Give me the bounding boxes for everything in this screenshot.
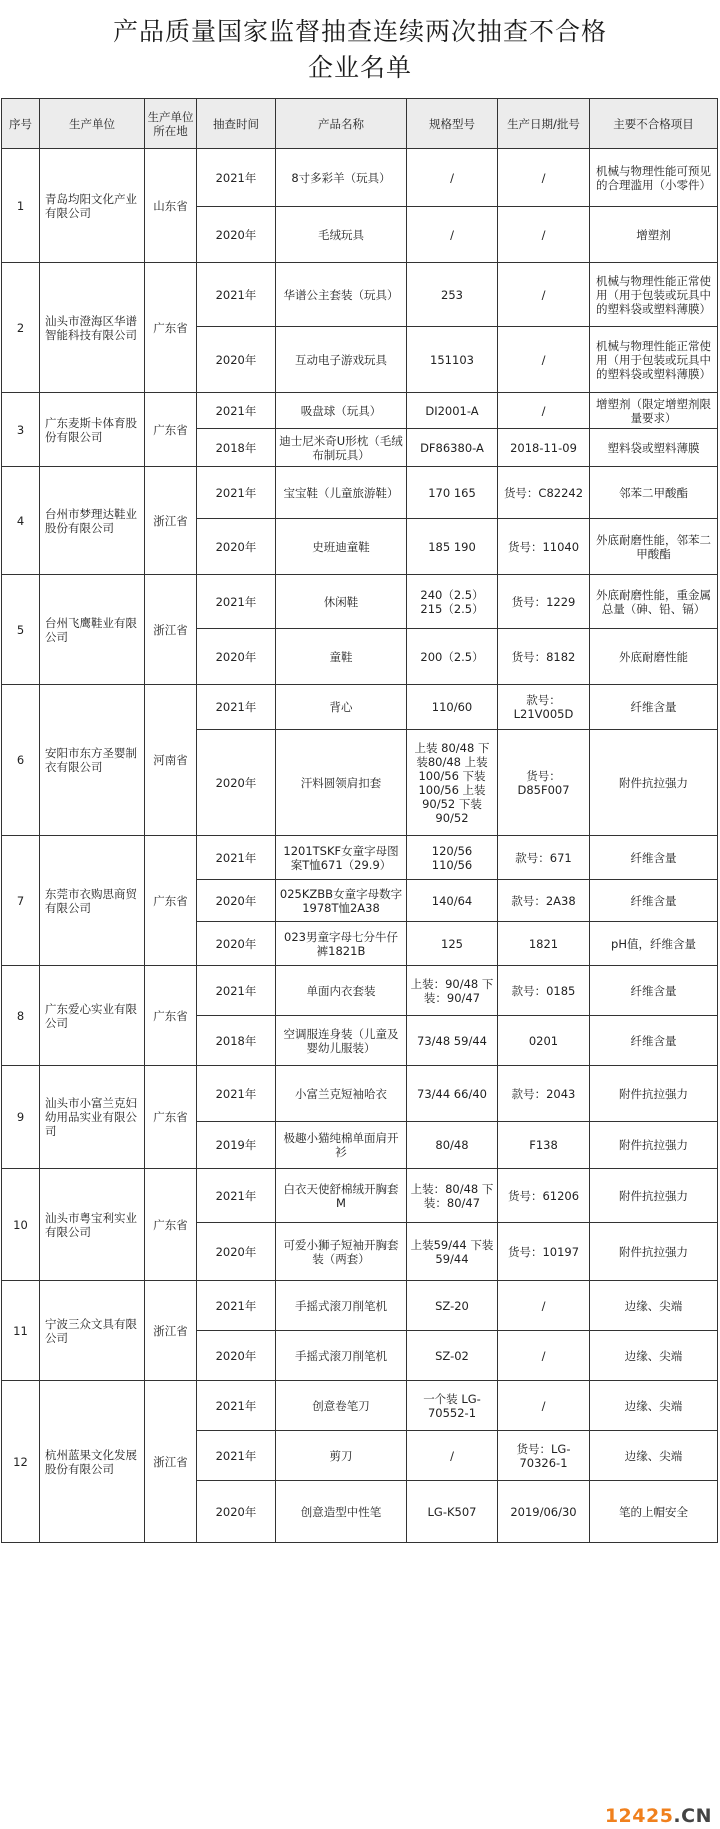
row-number-cell: 7 bbox=[2, 836, 40, 966]
product-cell: 宝宝鞋（儿童旅游鞋） bbox=[276, 467, 407, 519]
product-cell: 025KZBB女童字母数字1978T恤2A38 bbox=[276, 880, 407, 922]
header-spec: 规格型号 bbox=[407, 99, 498, 149]
year-cell: 2021年 bbox=[197, 685, 276, 730]
province-cell: 浙江省 bbox=[145, 1281, 197, 1381]
product-cell: 单面内衣套装 bbox=[276, 966, 407, 1016]
spec-cell: 140/64 bbox=[407, 880, 498, 922]
issue-cell: 附件抗拉强力 bbox=[590, 730, 718, 836]
spec-cell: 120/56 110/56 bbox=[407, 836, 498, 880]
province-cell: 河南省 bbox=[145, 685, 197, 836]
row-number-cell: 1 bbox=[2, 149, 40, 263]
table-row bbox=[2, 393, 718, 429]
issue-cell: 纤维含量 bbox=[590, 966, 718, 1016]
spec-cell: DF86380-A bbox=[407, 429, 498, 467]
noncompliant-enterprise-table bbox=[1, 98, 718, 1543]
spec-cell: 110/60 bbox=[407, 685, 498, 730]
product-cell: 史班迪童鞋 bbox=[276, 519, 407, 575]
row-number-cell: 4 bbox=[2, 467, 40, 575]
spec-cell: 253 bbox=[407, 263, 498, 327]
spec-cell: 上装：80/48 下装：80/47 bbox=[407, 1169, 498, 1223]
batch-cell: 1821 bbox=[498, 922, 590, 966]
year-cell: 2020年 bbox=[197, 207, 276, 263]
batch-cell: / bbox=[498, 263, 590, 327]
header-product: 产品名称 bbox=[276, 99, 407, 149]
spec-cell: 240（2.5） 215（2.5） bbox=[407, 575, 498, 629]
table-row bbox=[2, 966, 718, 1016]
product-cell: 手摇式滚刀削笔机 bbox=[276, 1281, 407, 1331]
issue-cell: 增塑剂 bbox=[590, 207, 718, 263]
product-cell: 互动电子游戏玩具 bbox=[276, 327, 407, 393]
company-cell: 汕头市小富兰克妇幼用品实业有限公司 bbox=[40, 1066, 145, 1169]
product-cell: 迪士尼米奇U形枕（毛绒布制玩具） bbox=[276, 429, 407, 467]
issue-cell: 增塑剂（限定增塑剂限量要求） bbox=[590, 393, 718, 429]
table-row bbox=[2, 836, 718, 880]
issue-cell: 附件抗拉强力 bbox=[590, 1169, 718, 1223]
year-cell: 2020年 bbox=[197, 1223, 276, 1281]
product-cell: 极趣小猫纯棉单面肩开衫 bbox=[276, 1122, 407, 1169]
spec-cell: / bbox=[407, 149, 498, 207]
province-cell: 山东省 bbox=[145, 149, 197, 263]
issue-cell: 机械与物理性能可预见的合理滥用（小零件） bbox=[590, 149, 718, 207]
product-cell: 吸盘球（玩具） bbox=[276, 393, 407, 429]
page-title bbox=[0, 14, 720, 86]
site-watermark bbox=[605, 1805, 712, 1827]
batch-cell: 货号：8182 bbox=[498, 629, 590, 685]
table-row bbox=[2, 1281, 718, 1331]
batch-cell: / bbox=[498, 1331, 590, 1381]
header-issue: 主要不合格项目 bbox=[590, 99, 718, 149]
table-row bbox=[2, 467, 718, 519]
company-cell: 台州飞鹰鞋业有限公司 bbox=[40, 575, 145, 685]
year-cell: 2018年 bbox=[197, 429, 276, 467]
year-cell: 2021年 bbox=[197, 1169, 276, 1223]
batch-cell: 货号：11040 bbox=[498, 519, 590, 575]
province-cell: 浙江省 bbox=[145, 467, 197, 575]
batch-cell: F138 bbox=[498, 1122, 590, 1169]
batch-cell: 2018-11-09 bbox=[498, 429, 590, 467]
table-row bbox=[2, 149, 718, 207]
year-cell: 2020年 bbox=[197, 1481, 276, 1543]
table-row bbox=[2, 1169, 718, 1223]
row-number-cell: 5 bbox=[2, 575, 40, 685]
issue-cell: 外底耐磨性能，邻苯二甲酸酯 bbox=[590, 519, 718, 575]
title-line-1: 产品质量国家监督抽查连续两次抽查不合格 bbox=[112, 17, 607, 46]
batch-cell: 货号：1229 bbox=[498, 575, 590, 629]
spec-cell: 200（2.5） bbox=[407, 629, 498, 685]
year-cell: 2021年 bbox=[197, 1381, 276, 1431]
table-row bbox=[2, 1381, 718, 1431]
year-cell: 2021年 bbox=[197, 836, 276, 880]
product-cell: 023男童字母七分牛仔裤1821B bbox=[276, 922, 407, 966]
spec-cell: 151103 bbox=[407, 327, 498, 393]
product-cell: 小富兰克短袖哈衣 bbox=[276, 1066, 407, 1122]
product-cell: 剪刀 bbox=[276, 1431, 407, 1481]
year-cell: 2019年 bbox=[197, 1122, 276, 1169]
spec-cell: 80/48 bbox=[407, 1122, 498, 1169]
company-cell: 汕头市粤宝利实业有限公司 bbox=[40, 1169, 145, 1281]
issue-cell: 边缘、尖端 bbox=[590, 1281, 718, 1331]
batch-cell: / bbox=[498, 327, 590, 393]
company-cell: 汕头市澄海区华谱智能科技有限公司 bbox=[40, 263, 145, 393]
batch-cell: 货号：61206 bbox=[498, 1169, 590, 1223]
company-cell: 广东爱心实业有限公司 bbox=[40, 966, 145, 1066]
issue-cell: 纤维含量 bbox=[590, 836, 718, 880]
spec-cell: 一个装 LG-70552-1 bbox=[407, 1381, 498, 1431]
year-cell: 2021年 bbox=[197, 1066, 276, 1122]
product-cell: 可爱小狮子短袖开胸套装（两套） bbox=[276, 1223, 407, 1281]
spec-cell: 上装：90/48 下装：90/47 bbox=[407, 966, 498, 1016]
watermark-suffix: .CN bbox=[673, 1805, 712, 1827]
year-cell: 2020年 bbox=[197, 629, 276, 685]
title-line-2: 企业名单 bbox=[307, 53, 412, 82]
issue-cell: 机械与物理性能正常使用（用于包装或玩具中的塑料袋或塑料薄膜） bbox=[590, 263, 718, 327]
row-number-cell: 3 bbox=[2, 393, 40, 467]
product-cell: 1201TSKF女童字母图案T恤671（29.9） bbox=[276, 836, 407, 880]
product-cell: 华谱公主套装（玩具） bbox=[276, 263, 407, 327]
table-row bbox=[2, 1066, 718, 1122]
batch-cell: 货号：10197 bbox=[498, 1223, 590, 1281]
company-cell: 宁波三众文具有限公司 bbox=[40, 1281, 145, 1381]
year-cell: 2020年 bbox=[197, 1331, 276, 1381]
issue-cell: 边缘、尖端 bbox=[590, 1331, 718, 1381]
issue-cell: 边缘、尖端 bbox=[590, 1381, 718, 1431]
issue-cell: pH值，纤维含量 bbox=[590, 922, 718, 966]
company-cell: 东莞市衣购思商贸有限公司 bbox=[40, 836, 145, 966]
issue-cell: 纤维含量 bbox=[590, 1016, 718, 1066]
company-cell: 台州市梦理达鞋业股份有限公司 bbox=[40, 467, 145, 575]
product-cell: 空调服连身装（儿童及婴幼儿服装） bbox=[276, 1016, 407, 1066]
batch-cell: 货号：LG-70326-1 bbox=[498, 1431, 590, 1481]
batch-cell: 款号：2A38 bbox=[498, 880, 590, 922]
spec-cell: SZ-02 bbox=[407, 1331, 498, 1381]
year-cell: 2021年 bbox=[197, 393, 276, 429]
spec-cell: 73/44 66/40 bbox=[407, 1066, 498, 1122]
batch-cell: 货号：C82242 bbox=[498, 467, 590, 519]
spec-cell: 73/48 59/44 bbox=[407, 1016, 498, 1066]
batch-cell: 0201 bbox=[498, 1016, 590, 1066]
issue-cell: 笔的上帽安全 bbox=[590, 1481, 718, 1543]
issue-cell: 邻苯二甲酸酯 bbox=[590, 467, 718, 519]
province-cell: 广东省 bbox=[145, 393, 197, 467]
year-cell: 2020年 bbox=[197, 922, 276, 966]
year-cell: 2021年 bbox=[197, 1431, 276, 1481]
row-number-cell: 6 bbox=[2, 685, 40, 836]
year-cell: 2020年 bbox=[197, 327, 276, 393]
batch-cell: / bbox=[498, 1281, 590, 1331]
batch-cell: / bbox=[498, 1381, 590, 1431]
spec-cell: 185 190 bbox=[407, 519, 498, 575]
header-no: 序号 bbox=[2, 99, 40, 149]
batch-cell: 款号：L21V005D bbox=[498, 685, 590, 730]
header-row bbox=[2, 99, 718, 149]
row-number-cell: 2 bbox=[2, 263, 40, 393]
year-cell: 2021年 bbox=[197, 575, 276, 629]
row-number-cell: 12 bbox=[2, 1381, 40, 1543]
province-cell: 广东省 bbox=[145, 836, 197, 966]
company-cell: 广东麦斯卡体育股份有限公司 bbox=[40, 393, 145, 467]
header-batch: 生产日期/批号 bbox=[498, 99, 590, 149]
product-cell: 白衣天使舒棉绒开胸套M bbox=[276, 1169, 407, 1223]
issue-cell: 纤维含量 bbox=[590, 880, 718, 922]
year-cell: 2020年 bbox=[197, 730, 276, 836]
province-cell: 广东省 bbox=[145, 1066, 197, 1169]
product-cell: 毛绒玩具 bbox=[276, 207, 407, 263]
product-cell: 8寸多彩羊（玩具） bbox=[276, 149, 407, 207]
product-cell: 休闲鞋 bbox=[276, 575, 407, 629]
batch-cell: 货号：D85F007 bbox=[498, 730, 590, 836]
row-number-cell: 9 bbox=[2, 1066, 40, 1169]
company-cell: 杭州蓝果文化发展股份有限公司 bbox=[40, 1381, 145, 1543]
year-cell: 2021年 bbox=[197, 966, 276, 1016]
batch-cell: 款号：0185 bbox=[498, 966, 590, 1016]
province-cell: 广东省 bbox=[145, 1169, 197, 1281]
spec-cell: / bbox=[407, 207, 498, 263]
province-cell: 浙江省 bbox=[145, 1381, 197, 1543]
year-cell: 2021年 bbox=[197, 467, 276, 519]
company-cell: 安阳市东方圣婴制衣有限公司 bbox=[40, 685, 145, 836]
year-cell: 2021年 bbox=[197, 149, 276, 207]
batch-cell: / bbox=[498, 207, 590, 263]
issue-cell: 附件抗拉强力 bbox=[590, 1066, 718, 1122]
province-cell: 浙江省 bbox=[145, 575, 197, 685]
product-cell: 童鞋 bbox=[276, 629, 407, 685]
product-cell: 创意造型中性笔 bbox=[276, 1481, 407, 1543]
row-number-cell: 10 bbox=[2, 1169, 40, 1281]
product-cell: 汗料圆领肩扣套 bbox=[276, 730, 407, 836]
company-cell: 青岛均阳文化产业有限公司 bbox=[40, 149, 145, 263]
table-row bbox=[2, 575, 718, 629]
product-cell: 创意卷笔刀 bbox=[276, 1381, 407, 1431]
table-row bbox=[2, 263, 718, 327]
province-cell: 广东省 bbox=[145, 263, 197, 393]
row-number-cell: 11 bbox=[2, 1281, 40, 1381]
year-cell: 2020年 bbox=[197, 519, 276, 575]
watermark-number: 12425 bbox=[604, 1805, 674, 1827]
issue-cell: 外底耐磨性能，重金属总量（砷、铅、镉） bbox=[590, 575, 718, 629]
issue-cell: 机械与物理性能正常使用（用于包装或玩具中的塑料袋或塑料薄膜） bbox=[590, 327, 718, 393]
batch-cell: 款号：671 bbox=[498, 836, 590, 880]
spec-cell: 170 165 bbox=[407, 467, 498, 519]
spec-cell: DI2001-A bbox=[407, 393, 498, 429]
batch-cell: 2019/06/30 bbox=[498, 1481, 590, 1543]
year-cell: 2021年 bbox=[197, 263, 276, 327]
spec-cell: LG-K507 bbox=[407, 1481, 498, 1543]
issue-cell: 附件抗拉强力 bbox=[590, 1122, 718, 1169]
product-cell: 手摇式滚刀削笔机 bbox=[276, 1331, 407, 1381]
issue-cell: 塑料袋或塑料薄膜 bbox=[590, 429, 718, 467]
spec-cell: 上装 80/48 下装80/48 上装100/56 下装100/56 上装90/52 下装90/52 bbox=[407, 730, 498, 836]
issue-cell: 边缘、尖端 bbox=[590, 1431, 718, 1481]
product-cell: 背心 bbox=[276, 685, 407, 730]
header-year: 抽查时间 bbox=[197, 99, 276, 149]
province-cell: 广东省 bbox=[145, 966, 197, 1066]
spec-cell: 上装59/44 下装59/44 bbox=[407, 1223, 498, 1281]
spec-cell: SZ-20 bbox=[407, 1281, 498, 1331]
year-cell: 2018年 bbox=[197, 1016, 276, 1066]
spec-cell: 125 bbox=[407, 922, 498, 966]
batch-cell: 款号：2043 bbox=[498, 1066, 590, 1122]
issue-cell: 外底耐磨性能 bbox=[590, 629, 718, 685]
header-province: 生产单位所在地 bbox=[145, 99, 197, 149]
header-company: 生产单位 bbox=[40, 99, 145, 149]
spec-cell: / bbox=[407, 1431, 498, 1481]
batch-cell: / bbox=[498, 149, 590, 207]
year-cell: 2021年 bbox=[197, 1281, 276, 1331]
issue-cell: 纤维含量 bbox=[590, 685, 718, 730]
year-cell: 2020年 bbox=[197, 880, 276, 922]
batch-cell: / bbox=[498, 393, 590, 429]
row-number-cell: 8 bbox=[2, 966, 40, 1066]
issue-cell: 附件抗拉强力 bbox=[590, 1223, 718, 1281]
table-row bbox=[2, 685, 718, 730]
